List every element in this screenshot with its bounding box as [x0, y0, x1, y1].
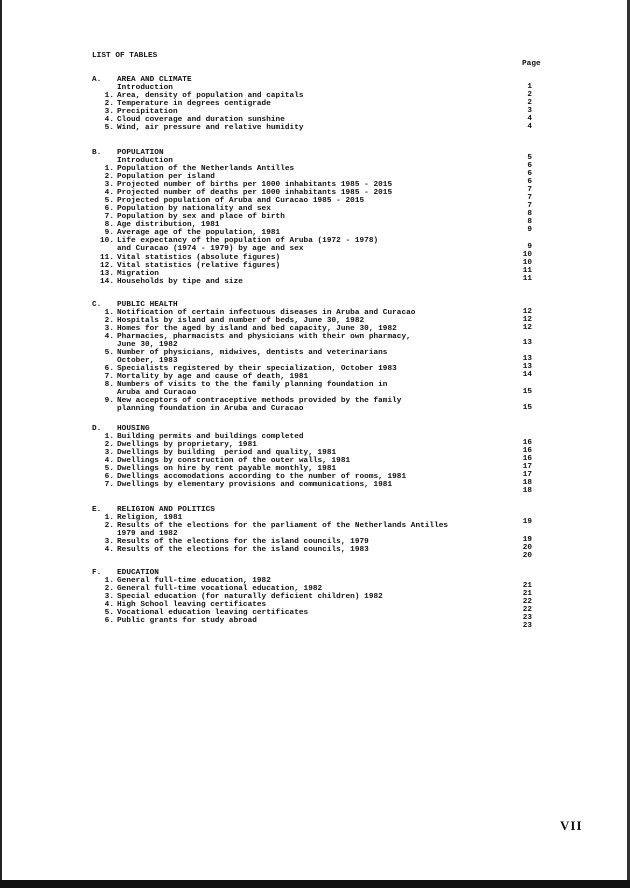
page-number: 5	[527, 153, 532, 162]
page-number: 6	[527, 177, 532, 186]
table-entry: Projected number of births per 1000 inhabitants 1985 - 2015	[117, 180, 393, 189]
item-number: 8.	[104, 380, 114, 389]
table-entry-continuation: October, 1983	[117, 356, 178, 365]
item-number: 2.	[104, 316, 114, 325]
item-number: 2.	[104, 99, 114, 108]
section-letter: D.	[92, 424, 102, 433]
table-entry-continuation: 1979 and 1982	[117, 529, 178, 538]
page-number: 7	[527, 193, 532, 202]
section-letter: E.	[92, 505, 102, 514]
item-number: 9.	[104, 396, 114, 405]
table-entry: Pharmacies, pharmacists and physicians with their own pharmacy,	[117, 332, 411, 341]
section-letter: B.	[92, 148, 102, 157]
item-number: 6.	[104, 364, 114, 373]
item-number: 7.	[104, 372, 114, 381]
table-entry: Dwellings by building period and quality, 1981	[117, 448, 337, 457]
page-number: 17	[522, 470, 532, 479]
table-entry: Migration	[117, 269, 159, 278]
page-number: 11	[522, 274, 532, 283]
table-entry: Dwellings by elementary provisions and communications, 1981	[117, 480, 393, 489]
page-number: 9	[527, 242, 532, 251]
item-number: 1.	[104, 513, 114, 522]
page-number: 7	[527, 185, 532, 194]
table-entry: Religion, 1981	[117, 513, 183, 522]
table-entry: Population by nationality and sex	[117, 204, 271, 213]
table-entry: Population of the Netherlands Antilles	[117, 164, 295, 173]
item-number: 4.	[104, 600, 114, 609]
page-number: 18	[522, 486, 532, 495]
page-number: 13	[522, 338, 532, 347]
table-entry: Results of the elections for the parliament of the Netherlands Antilles	[117, 521, 449, 530]
table-entry: Vocational education leaving certificates	[117, 608, 309, 617]
section-heading: AREA AND CLIMATE	[117, 75, 192, 84]
table-entry: Wind, air pressure and relative humidity	[117, 123, 304, 132]
page-number: 16	[522, 438, 532, 447]
table-entry: General full-time vocational education, 1982	[117, 584, 323, 593]
table-entry: Dwellings on hire by rent payable monthly, 1981	[117, 464, 337, 473]
section-letter: F.	[92, 568, 102, 577]
page-number: 12	[522, 307, 532, 316]
table-entry-continuation: and Curacao (1974 - 1979) by age and sex	[117, 244, 304, 253]
page-number: 18	[522, 478, 532, 487]
scan-edge-bottom	[0, 880, 630, 888]
table-entry-continuation: Introduction	[117, 83, 173, 92]
page-number: 23	[522, 613, 532, 622]
page-column-header: Page	[522, 60, 541, 68]
page-number: 1	[527, 82, 532, 91]
item-number: 1.	[104, 91, 114, 100]
scan-edge-left	[0, 0, 2, 888]
item-number: 7.	[104, 212, 114, 221]
section-letter: C.	[92, 300, 102, 309]
page-number: 10	[522, 250, 532, 259]
item-number: 1.	[104, 164, 114, 173]
table-entry: Numbers of visits to the the family planning foundation in	[117, 380, 388, 389]
table-entry: Dwellings by construction of the outer walls, 1981	[117, 456, 351, 465]
page-number: 14	[522, 370, 532, 379]
page-number: 22	[522, 605, 532, 614]
page-number: 11	[522, 266, 532, 275]
page-number: 15	[522, 403, 532, 412]
section-heading: HOUSING	[117, 424, 150, 433]
table-entry-continuation: Introduction	[117, 156, 173, 165]
page-number: 7	[527, 201, 532, 210]
table-entry: Projected population of Aruba and Curacao 1985 - 2015	[117, 196, 365, 205]
item-number: 1.	[104, 432, 114, 441]
table-entry: High School leaving certificates	[117, 600, 267, 609]
table-entry: New acceptors of contraceptive methods provided by the family	[117, 396, 402, 405]
item-number: 6.	[104, 616, 114, 625]
item-number: 14.	[100, 277, 114, 286]
table-entry: Area, density of population and capitals	[117, 91, 304, 100]
table-entry: Results of the elections for the island councils, 1983	[117, 545, 369, 554]
page-number: 10	[522, 258, 532, 267]
item-number: 13.	[100, 269, 114, 278]
table-entry: Hospitals by island and number of beds, June 30, 1982	[117, 316, 365, 325]
item-number: 2.	[104, 521, 114, 530]
item-number: 5.	[104, 348, 114, 357]
table-entry: Life expectancy of the population of Aruba (1972 - 1978)	[117, 236, 379, 245]
page-number: 9	[527, 225, 532, 234]
item-number: 4.	[104, 332, 114, 341]
table-entry: Homes for the aged by island and bed capacity, June 30, 1982	[117, 324, 397, 333]
item-number: 3.	[104, 537, 114, 546]
page-number: 13	[522, 354, 532, 363]
page-number: 19	[522, 517, 532, 526]
page-number: 12	[522, 323, 532, 332]
page-folio: VII	[560, 818, 583, 833]
page-number: 8	[527, 217, 532, 226]
item-number: 9.	[104, 228, 114, 237]
table-entry: Vital statistics (relative figures)	[117, 261, 281, 270]
item-number: 8.	[104, 220, 114, 229]
page-number: 21	[522, 581, 532, 590]
page-number: 8	[527, 209, 532, 218]
table-entry: Specialists registered by their specialization, October 1983	[117, 364, 397, 373]
item-number: 3.	[104, 324, 114, 333]
page-number: 22	[522, 597, 532, 606]
item-number: 2.	[104, 440, 114, 449]
item-number: 4.	[104, 115, 114, 124]
page-number: 23	[522, 621, 532, 630]
page-title: LIST OF TABLES	[92, 52, 158, 60]
item-number: 5.	[104, 608, 114, 617]
page-number: 6	[527, 161, 532, 170]
section-heading: RELIGION AND POLITICS	[117, 505, 215, 514]
page-number: 17	[522, 462, 532, 471]
table-entry: Number of physicians, midwives, dentists and veterinarians	[117, 348, 388, 357]
table-entry: Precipitation	[117, 107, 178, 116]
page-number: 20	[522, 551, 532, 560]
page-number: 16	[522, 454, 532, 463]
page-number: 6	[527, 169, 532, 178]
item-number: 5.	[104, 464, 114, 473]
table-entry: Dwellings accomodations according to the number of rooms, 1981	[117, 472, 407, 481]
page-number: 2	[527, 90, 532, 99]
item-number: 1.	[104, 576, 114, 585]
table-entry: Vital statistics (absolute figures)	[117, 253, 281, 262]
item-number: 7.	[104, 480, 114, 489]
page-number: 21	[522, 589, 532, 598]
table-entry: Public grants for study abroad	[117, 616, 257, 625]
item-number: 5.	[104, 196, 114, 205]
table-entry: Average age of the population, 1981	[117, 228, 281, 237]
item-number: 6.	[104, 204, 114, 213]
page-number: 20	[522, 543, 532, 552]
table-entry: Notification of certain infectuous diseases in Aruba and Curacao	[117, 308, 416, 317]
page-number: 2	[527, 98, 532, 107]
page-number: 4	[527, 122, 532, 131]
page-number: 13	[522, 362, 532, 371]
page-number: 15	[522, 387, 532, 396]
section-letter: A.	[92, 75, 102, 84]
table-entry: Population per island	[117, 172, 215, 181]
item-number: 2.	[104, 172, 114, 181]
item-number: 3.	[104, 448, 114, 457]
item-number: 4.	[104, 456, 114, 465]
page-number: 19	[522, 535, 532, 544]
section-heading: POPULATION	[117, 148, 164, 157]
item-number: 10.	[100, 236, 114, 245]
item-number: 11.	[100, 253, 114, 262]
item-number: 4.	[104, 188, 114, 197]
section-heading: PUBLIC HEALTH	[117, 300, 178, 309]
table-entry: Projected number of deaths per 1000 inhabitants 1985 - 2015	[117, 188, 393, 197]
table-entry: Households by tipe and size	[117, 277, 243, 286]
page-number: 4	[527, 114, 532, 123]
item-number: 12.	[100, 261, 114, 270]
table-entry: Age distribution, 1981	[117, 220, 220, 229]
item-number: 3.	[104, 180, 114, 189]
table-entry-continuation: June 30, 1982	[117, 340, 178, 349]
table-entry: Temperature in degrees centigrade	[117, 99, 271, 108]
section-heading: EDUCATION	[117, 568, 159, 577]
item-number: 2.	[104, 584, 114, 593]
table-entry: Special education (for naturally deficient children) 1982	[117, 592, 383, 601]
page-number: 3	[527, 106, 532, 115]
item-number: 5.	[104, 123, 114, 132]
table-entry: Mortality by age and cause of death, 1981	[117, 372, 309, 381]
table-entry-continuation: planning foundation in Aruba and Curacao	[117, 404, 304, 413]
table-entry: Cloud coverage and duration sunshine	[117, 115, 285, 124]
item-number: 3.	[104, 592, 114, 601]
table-entry: Results of the elections for the island councils, 1979	[117, 537, 369, 546]
table-entry: Dwellings by proprietary, 1981	[117, 440, 257, 449]
item-number: 3.	[104, 107, 114, 116]
page-number: 12	[522, 315, 532, 324]
table-entry: General full-time education, 1982	[117, 576, 271, 585]
table-entry-continuation: Aruba and Curacao	[117, 388, 197, 397]
table-entry: Population by sex and place of birth	[117, 212, 285, 221]
item-number: 4.	[104, 545, 114, 554]
item-number: 6.	[104, 472, 114, 481]
page-number: 16	[522, 446, 532, 455]
table-entry: Building permits and buildings completed	[117, 432, 304, 441]
item-number: 1.	[104, 308, 114, 317]
